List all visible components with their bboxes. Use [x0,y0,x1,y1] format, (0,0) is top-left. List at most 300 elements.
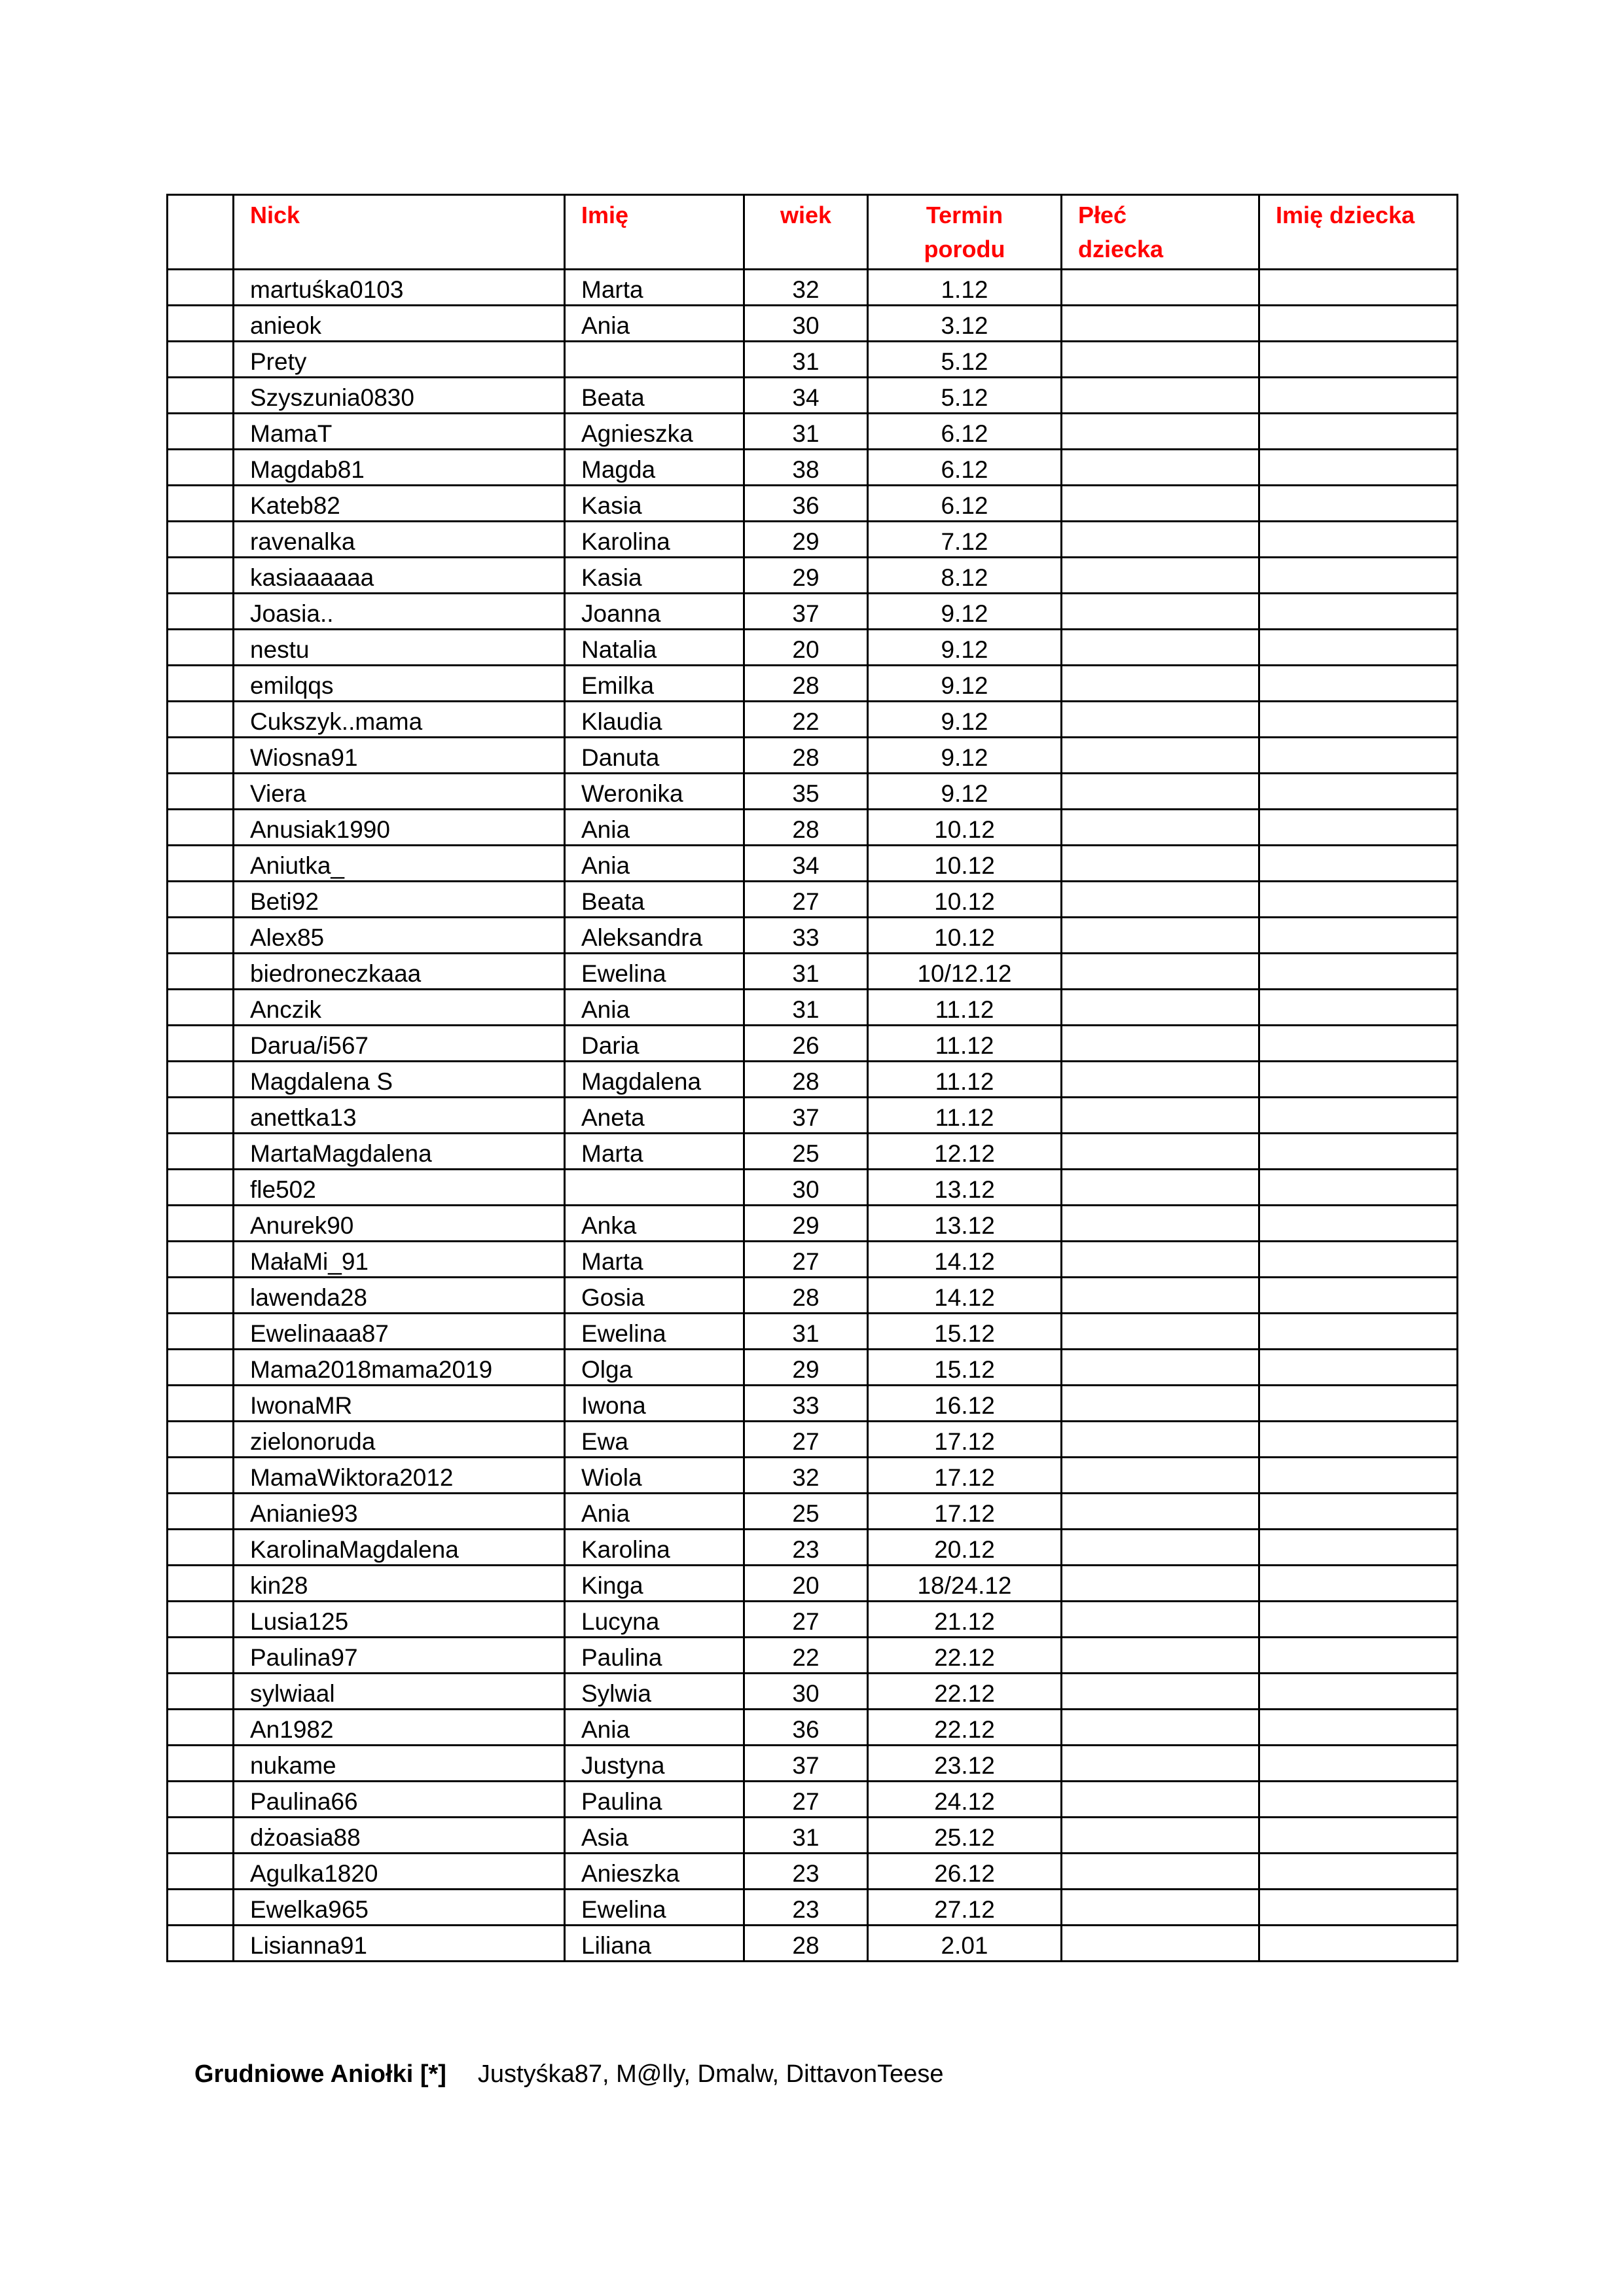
cell-age: 32 [744,1458,868,1494]
cell-child-name [1259,1422,1458,1458]
cell-due-date: 10.12 [868,810,1062,846]
cell-age: 38 [744,450,868,486]
cell-child-sex [1062,810,1259,846]
cell-nick: Ewelka965 [234,1890,565,1926]
cell-index [168,342,234,378]
cell-age: 28 [744,1926,868,1962]
cell-due-date: 15.12 [868,1350,1062,1386]
cell-age: 37 [744,594,868,630]
cell-child-name [1259,1458,1458,1494]
cell-child-name [1259,1494,1458,1530]
cell-child-sex [1062,954,1259,990]
cell-due-date: 6.12 [868,486,1062,522]
cell-index [168,1746,234,1782]
cell-index [168,918,234,954]
cell-name: Weronika [565,774,744,810]
cell-age: 29 [744,1350,868,1386]
cell-index [168,1926,234,1962]
cell-age: 35 [744,774,868,810]
table-row [168,1710,1458,1746]
cell-child-name [1259,1134,1458,1170]
cell-index [168,1314,234,1350]
cell-due-date: 6.12 [868,414,1062,450]
cell-age: 34 [744,846,868,882]
cell-due-date: 17.12 [868,1494,1062,1530]
cell-due-date: 11.12 [868,1098,1062,1134]
cell-nick: anettka13 [234,1098,565,1134]
cell-index [168,1386,234,1422]
cell-age: 23 [744,1890,868,1926]
cell-name: Karolina [565,522,744,558]
cell-child-name [1259,486,1458,522]
cell-index [168,702,234,738]
header-index [168,195,234,270]
cell-age: 20 [744,630,868,666]
cell-child-name [1259,882,1458,918]
cell-name: Paulina [565,1782,744,1818]
cell-due-date: 3.12 [868,306,1062,342]
header-due-line1: Termin [926,202,1003,228]
cell-name: Ewelina [565,954,744,990]
cell-index [168,1530,234,1566]
cell-name: Sylwia [565,1674,744,1710]
table-row [168,738,1458,774]
table-row [168,1602,1458,1638]
cell-index [168,1494,234,1530]
cell-age: 31 [744,990,868,1026]
cell-child-sex [1062,882,1259,918]
cell-name: Olga [565,1350,744,1386]
cell-due-date: 22.12 [868,1710,1062,1746]
cell-nick: Szyszunia0830 [234,378,565,414]
cell-child-sex [1062,630,1259,666]
cell-due-date: 24.12 [868,1782,1062,1818]
due-date-table [166,194,1458,1962]
cell-name: Iwona [565,1386,744,1422]
table-row [168,1674,1458,1710]
cell-child-sex [1062,1674,1259,1710]
table-row [168,1818,1458,1854]
cell-child-sex [1062,1782,1259,1818]
cell-index [168,1854,234,1890]
cell-nick: Darua/i567 [234,1026,565,1062]
cell-child-name [1259,378,1458,414]
cell-index [168,594,234,630]
cell-name: Asia [565,1818,744,1854]
cell-child-name [1259,414,1458,450]
table-row [168,1926,1458,1962]
cell-due-date: 11.12 [868,1026,1062,1062]
cell-child-name [1259,1926,1458,1962]
table-row [168,306,1458,342]
footer-note [194,2058,943,2090]
table-row [168,666,1458,702]
cell-child-sex [1062,1854,1259,1890]
cell-child-name [1259,702,1458,738]
table-row [168,1134,1458,1170]
cell-name: Ewa [565,1422,744,1458]
cell-index [168,1278,234,1314]
cell-age: 31 [744,1314,868,1350]
table-row [168,1530,1458,1566]
cell-name: Natalia [565,630,744,666]
table-row [168,486,1458,522]
table-row [168,810,1458,846]
cell-name: Magda [565,450,744,486]
cell-due-date: 26.12 [868,1854,1062,1890]
cell-nick: martuśka0103 [234,270,565,306]
cell-name: Wiola [565,1458,744,1494]
cell-nick: anieok [234,306,565,342]
cell-due-date: 13.12 [868,1206,1062,1242]
cell-name: Marta [565,1134,744,1170]
cell-age: 28 [744,738,868,774]
cell-age: 29 [744,522,868,558]
cell-due-date: 16.12 [868,1386,1062,1422]
table-row [168,1206,1458,1242]
cell-name: Ania [565,846,744,882]
cell-nick: MartaMagdalena [234,1134,565,1170]
cell-due-date: 20.12 [868,1530,1062,1566]
cell-child-sex [1062,1422,1259,1458]
cell-name: Kasia [565,486,744,522]
cell-child-name [1259,774,1458,810]
cell-nick: nestu [234,630,565,666]
cell-child-sex [1062,1638,1259,1674]
cell-due-date: 22.12 [868,1638,1062,1674]
cell-index [168,774,234,810]
cell-index [168,882,234,918]
cell-nick: Magdalena S [234,1062,565,1098]
cell-age: 30 [744,1170,868,1206]
header-due-date [868,195,1062,270]
cell-index [168,954,234,990]
table-row [168,1854,1458,1890]
cell-age: 22 [744,702,868,738]
cell-nick: Anurek90 [234,1206,565,1242]
cell-due-date: 9.12 [868,594,1062,630]
cell-age: 37 [744,1098,868,1134]
table-row [168,1026,1458,1062]
table-row [168,1746,1458,1782]
table-row [168,918,1458,954]
cell-nick: kin28 [234,1566,565,1602]
cell-due-date: 9.12 [868,630,1062,666]
cell-due-date: 10/12.12 [868,954,1062,990]
cell-index [168,1890,234,1926]
cell-due-date: 1.12 [868,270,1062,306]
cell-child-sex [1062,378,1259,414]
cell-age: 23 [744,1530,868,1566]
cell-name: Paulina [565,1638,744,1674]
table-row [168,1062,1458,1098]
cell-nick: Lisianna91 [234,1926,565,1962]
cell-nick: KarolinaMagdalena [234,1530,565,1566]
cell-index [168,1782,234,1818]
cell-child-name [1259,450,1458,486]
cell-nick: biedroneczkaaa [234,954,565,990]
cell-child-sex [1062,450,1259,486]
cell-due-date: 9.12 [868,702,1062,738]
cell-index [168,666,234,702]
cell-nick: Ewelinaaa87 [234,1314,565,1350]
cell-age: 31 [744,342,868,378]
cell-age: 28 [744,1062,868,1098]
cell-child-sex [1062,486,1259,522]
cell-age: 22 [744,1638,868,1674]
cell-index [168,1242,234,1278]
cell-child-name [1259,1818,1458,1854]
cell-child-name [1259,306,1458,342]
cell-due-date: 25.12 [868,1818,1062,1854]
cell-age: 27 [744,1422,868,1458]
cell-nick: Alex85 [234,918,565,954]
cell-child-sex [1062,1350,1259,1386]
table-row [168,1386,1458,1422]
cell-name: Danuta [565,738,744,774]
cell-child-sex [1062,918,1259,954]
cell-nick: Cukszyk..mama [234,702,565,738]
cell-age: 30 [744,1674,868,1710]
cell-name: Kinga [565,1566,744,1602]
cell-nick: Agulka1820 [234,1854,565,1890]
cell-child-name [1259,1710,1458,1746]
cell-due-date: 21.12 [868,1602,1062,1638]
table-row [168,630,1458,666]
cell-child-name [1259,630,1458,666]
cell-nick: emilqqs [234,666,565,702]
cell-age: 30 [744,306,868,342]
cell-due-date: 15.12 [868,1314,1062,1350]
cell-child-sex [1062,666,1259,702]
cell-child-sex [1062,306,1259,342]
cell-child-name [1259,1674,1458,1710]
cell-name [565,1170,744,1206]
cell-name: Gosia [565,1278,744,1314]
cell-name: Ewelina [565,1890,744,1926]
cell-age: 34 [744,378,868,414]
cell-name: Ania [565,1710,744,1746]
cell-child-sex [1062,1314,1259,1350]
cell-name: Agnieszka [565,414,744,450]
cell-due-date: 10.12 [868,846,1062,882]
cell-name: Ania [565,1494,744,1530]
cell-name: Marta [565,1242,744,1278]
cell-index [168,378,234,414]
header-child-sex [1062,195,1259,270]
cell-nick: dżoasia88 [234,1818,565,1854]
cell-child-sex [1062,594,1259,630]
cell-child-sex [1062,1458,1259,1494]
cell-child-name [1259,954,1458,990]
table-row [168,702,1458,738]
cell-nick: Joasia.. [234,594,565,630]
cell-due-date: 8.12 [868,558,1062,594]
cell-child-sex [1062,1206,1259,1242]
cell-child-name [1259,594,1458,630]
header-age: wiek [744,195,868,270]
cell-age: 37 [744,1746,868,1782]
table-row [168,594,1458,630]
cell-index [168,1818,234,1854]
cell-age: 33 [744,1386,868,1422]
cell-index [168,1674,234,1710]
cell-child-name [1259,1062,1458,1098]
table-row [168,270,1458,306]
cell-due-date: 7.12 [868,522,1062,558]
cell-index [168,306,234,342]
cell-index [168,1566,234,1602]
cell-name: Magdalena [565,1062,744,1098]
table-row [168,450,1458,486]
cell-nick: Prety [234,342,565,378]
cell-child-name [1259,1782,1458,1818]
cell-due-date: 18/24.12 [868,1566,1062,1602]
cell-index [168,450,234,486]
cell-child-name [1259,810,1458,846]
cell-name: Anka [565,1206,744,1242]
cell-due-date: 14.12 [868,1278,1062,1314]
cell-child-sex [1062,414,1259,450]
cell-due-date: 14.12 [868,1242,1062,1278]
cell-name: Aleksandra [565,918,744,954]
cell-nick: Aniutka_ [234,846,565,882]
cell-child-name [1259,558,1458,594]
cell-child-name [1259,1242,1458,1278]
cell-child-name [1259,990,1458,1026]
cell-child-name [1259,666,1458,702]
cell-nick: Beti92 [234,882,565,918]
cell-child-sex [1062,1602,1259,1638]
cell-nick: Wiosna91 [234,738,565,774]
cell-child-name [1259,738,1458,774]
cell-child-sex [1062,1026,1259,1062]
cell-child-name [1259,1170,1458,1206]
cell-child-sex [1062,846,1259,882]
table-row [168,954,1458,990]
cell-nick: MałaMi_91 [234,1242,565,1278]
cell-child-name [1259,1026,1458,1062]
table-row [168,1782,1458,1818]
cell-index [168,414,234,450]
cell-age: 33 [744,918,868,954]
cell-due-date: 17.12 [868,1458,1062,1494]
cell-index [168,1134,234,1170]
cell-due-date: 9.12 [868,738,1062,774]
cell-child-name [1259,1602,1458,1638]
cell-index [168,1602,234,1638]
cell-index [168,558,234,594]
cell-name [565,342,744,378]
cell-due-date: 9.12 [868,666,1062,702]
cell-child-sex [1062,1530,1259,1566]
cell-age: 31 [744,954,868,990]
cell-child-sex [1062,1134,1259,1170]
cell-child-name [1259,522,1458,558]
cell-due-date: 12.12 [868,1134,1062,1170]
cell-age: 28 [744,666,868,702]
header-child-name: Imię dziecka [1259,195,1458,270]
cell-name: Anieszka [565,1854,744,1890]
cell-child-sex [1062,1062,1259,1098]
cell-due-date: 9.12 [868,774,1062,810]
cell-index [168,1422,234,1458]
cell-child-name [1259,1566,1458,1602]
cell-index [168,270,234,306]
table-row [168,1494,1458,1530]
cell-age: 25 [744,1134,868,1170]
cell-name: Klaudia [565,702,744,738]
cell-child-sex [1062,1746,1259,1782]
cell-child-sex [1062,1566,1259,1602]
cell-name: Marta [565,270,744,306]
table-row [168,990,1458,1026]
cell-nick: MamaT [234,414,565,450]
cell-age: 27 [744,1602,868,1638]
cell-child-name [1259,270,1458,306]
table-row [168,1278,1458,1314]
cell-age: 26 [744,1026,868,1062]
cell-name: Ania [565,306,744,342]
cell-child-sex [1062,1926,1259,1962]
table-row [168,1314,1458,1350]
cell-child-sex [1062,270,1259,306]
cell-child-name [1259,1314,1458,1350]
cell-name: Justyna [565,1746,744,1782]
cell-child-name [1259,846,1458,882]
cell-name: Aneta [565,1098,744,1134]
cell-child-sex [1062,702,1259,738]
cell-nick: An1982 [234,1710,565,1746]
cell-index [168,1062,234,1098]
cell-due-date: 5.12 [868,342,1062,378]
cell-name: Kasia [565,558,744,594]
cell-due-date: 10.12 [868,882,1062,918]
cell-nick: Mama2018mama2019 [234,1350,565,1386]
cell-name: Beata [565,882,744,918]
table-row [168,414,1458,450]
cell-nick: sylwiaal [234,1674,565,1710]
cell-due-date: 11.12 [868,1062,1062,1098]
table-row [168,1242,1458,1278]
cell-due-date: 13.12 [868,1170,1062,1206]
cell-due-date: 17.12 [868,1422,1062,1458]
cell-nick: lawenda28 [234,1278,565,1314]
cell-name: Joanna [565,594,744,630]
cell-child-sex [1062,558,1259,594]
cell-child-sex [1062,738,1259,774]
cell-nick: nukame [234,1746,565,1782]
cell-index [168,630,234,666]
cell-child-name [1259,1638,1458,1674]
cell-name: Lucyna [565,1602,744,1638]
cell-nick: Magdab81 [234,450,565,486]
table-row [168,558,1458,594]
cell-due-date: 27.12 [868,1890,1062,1926]
cell-name: Karolina [565,1530,744,1566]
header-sex-line2: dziecka [1078,236,1164,262]
table-row [168,1566,1458,1602]
cell-index [168,990,234,1026]
cell-due-date: 11.12 [868,990,1062,1026]
cell-nick: IwonaMR [234,1386,565,1422]
table-row [168,522,1458,558]
cell-age: 31 [744,414,868,450]
header-nick: Nick [234,195,565,270]
table-row [168,1170,1458,1206]
cell-child-name [1259,1890,1458,1926]
cell-index [168,738,234,774]
